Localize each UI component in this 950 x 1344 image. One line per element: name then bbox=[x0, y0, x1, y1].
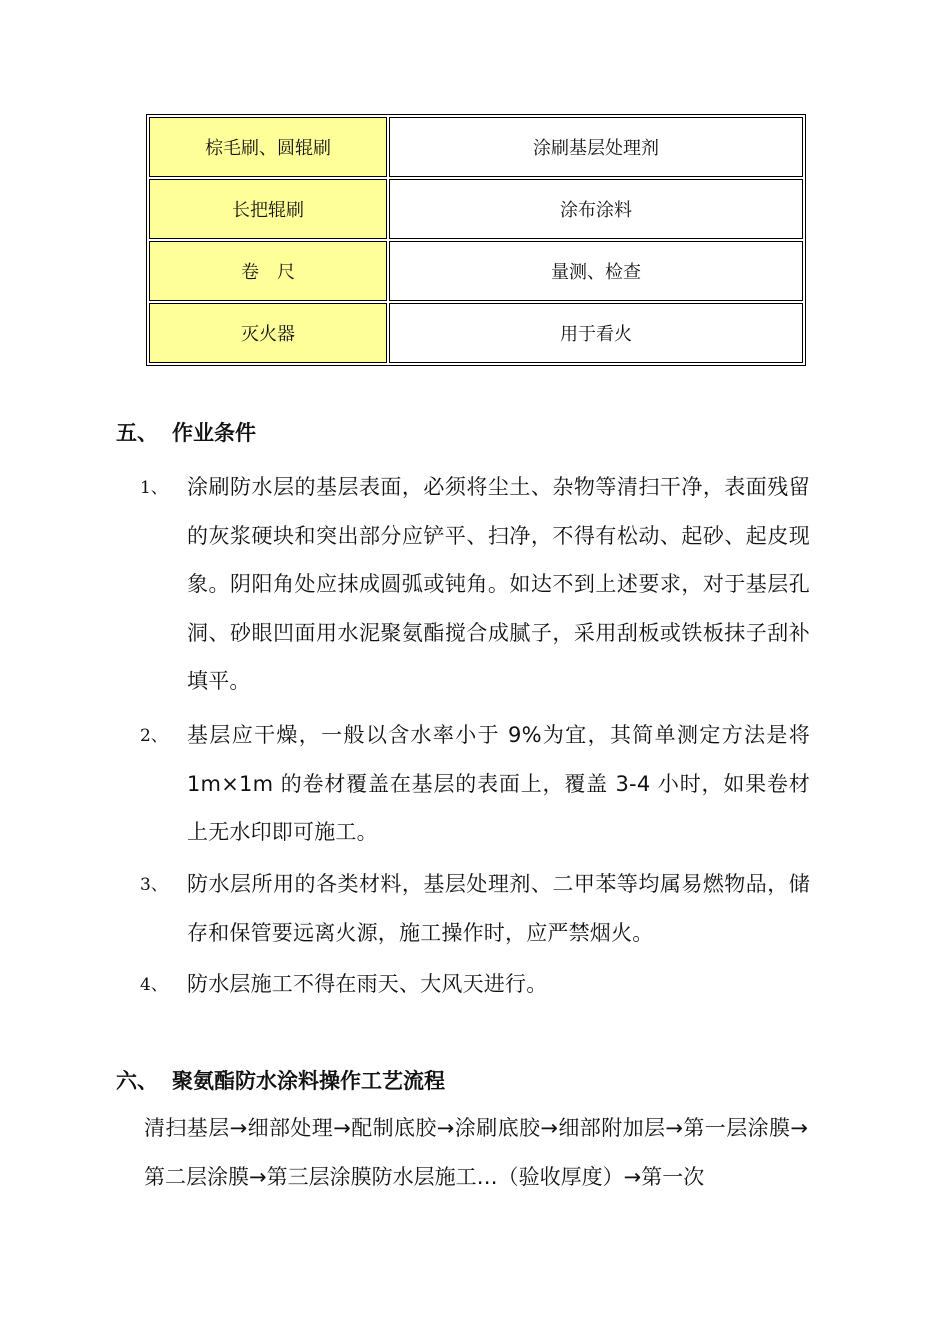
tool-use-cell: 涂刷基层处理剂 bbox=[389, 117, 803, 177]
list-item-text: 防水层施工不得在雨天、大风天进行。 bbox=[187, 972, 548, 996]
tool-name-cell: 棕毛刷、圆辊刷 bbox=[149, 117, 387, 177]
section-number: 五、 bbox=[116, 421, 158, 445]
process-flow-text: 清扫基层→细部处理→配制底胶→涂刷底胶→细部附加层→第一层涂膜→第二层涂膜→第三层涂膜防水层施工…（验收厚度）→第一次 bbox=[144, 1116, 808, 1189]
table-row bbox=[149, 303, 803, 363]
list-item bbox=[140, 960, 810, 1009]
tool-name-cell: 长把辊刷 bbox=[149, 179, 387, 239]
list-item-text: 涂刷防水层的基层表面，必须将尘土、杂物等清扫干净，表面残留的灰浆硬块和突出部分应铲平、扫净，不得有松动、起砂、起皮现象。阴阳角处应抹成圆弧或钝角。如达不到上述要求，对于基层孔洞、砂眼凹面用水泥聚氨酯搅合成腻子，采用刮板或铁板抹子刮补填平。 bbox=[187, 475, 810, 693]
list-item-text: 防水层所用的各类材料，基层处理剂、二甲苯等均属易燃物品，储存和保管要远离火源，施工操作时，应严禁烟火。 bbox=[187, 872, 810, 945]
table-row bbox=[149, 179, 803, 239]
tools-table bbox=[146, 114, 806, 366]
list-item bbox=[140, 860, 810, 957]
tool-name-cell: 卷 尺 bbox=[149, 241, 387, 301]
section-6-heading bbox=[116, 1065, 445, 1095]
tool-use-cell: 量测、检查 bbox=[389, 241, 803, 301]
table-row bbox=[149, 241, 803, 301]
section-title: 作业条件 bbox=[172, 421, 256, 445]
section-5-heading bbox=[116, 417, 256, 447]
list-item-number: 1、 bbox=[140, 478, 168, 498]
tool-use-cell: 涂布涂料 bbox=[389, 179, 803, 239]
list-item-number: 3、 bbox=[140, 875, 168, 895]
table-row bbox=[149, 117, 803, 177]
section-title: 聚氨酯防水涂料操作工艺流程 bbox=[172, 1069, 445, 1093]
list-item-number: 4、 bbox=[140, 975, 168, 995]
list-item bbox=[140, 711, 810, 857]
tool-name-cell: 灭火器 bbox=[149, 303, 387, 363]
section-number: 六、 bbox=[116, 1069, 158, 1093]
list-item-text: 基层应干燥，一般以含水率小于 9%为宜，其简单测定方法是将 1m×1m 的卷材覆盖在基层的表面上，覆盖 3-4 小时，如果卷材上无水印即可施工。 bbox=[187, 723, 810, 844]
list-item bbox=[140, 463, 810, 706]
tool-use-cell: 用于看火 bbox=[389, 303, 803, 363]
list-item-number: 2、 bbox=[140, 726, 168, 746]
